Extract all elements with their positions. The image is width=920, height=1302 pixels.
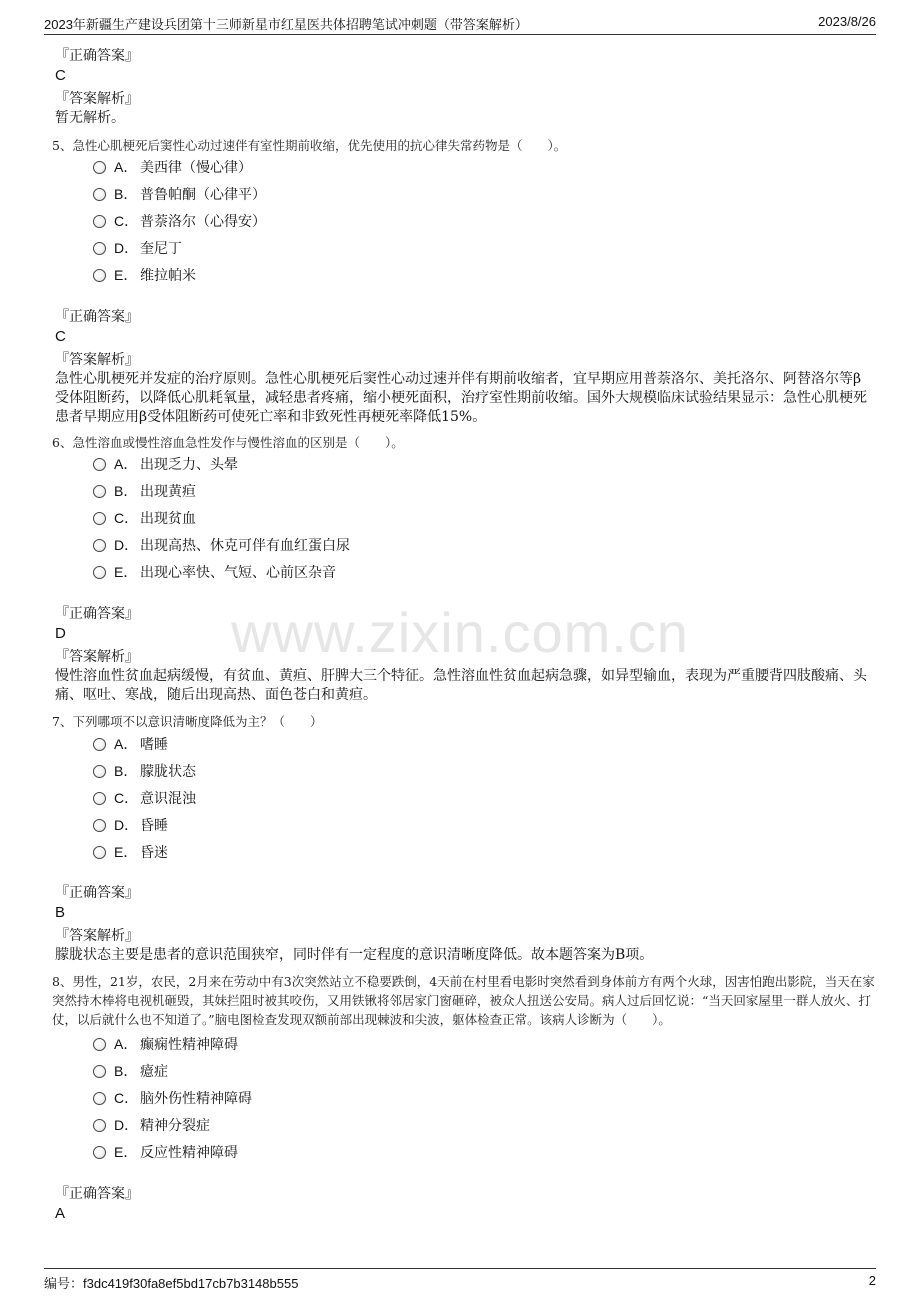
option-a[interactable]: A． 出现乏力、头晕 <box>93 454 238 474</box>
radio-icon[interactable] <box>93 1038 106 1051</box>
option-e[interactable]: E． 出现心率快、气短、心前区杂音 <box>93 562 336 582</box>
analysis-text: 急性心肌梗死并发症的治疗原则。急性心肌梗死后窦性心动过速并伴有期前收缩者，宜早期应用普萘洛尔、美托洛尔、阿替洛尔等β受体阻断药，以降低心肌耗氧量，减轻患者疼痛，缩小梗死面积，治疗室性期前收缩。国外大规模临床试验结果显示：急性心肌梗死患者早期应用β受体阻断药可使死亡率和非致死性再梗死率降低15%。 <box>55 371 867 425</box>
analysis-label: 『答案解析』 <box>55 91 139 107</box>
option-d[interactable]: D． 昏睡 <box>93 815 168 835</box>
correct-answer-label: 『正确答案』 <box>55 1186 139 1202</box>
answer-block-q8 <box>55 1184 875 1224</box>
question-stem: 7、下列哪项不以意识清晰度降低为主？（ ） <box>52 714 323 729</box>
document-title: 2023年新疆生产建设兵团第十三师新星市红星医共体招聘笔试冲刺题（带答案解析） <box>44 17 528 32</box>
radio-icon[interactable] <box>93 566 106 579</box>
option-a[interactable]: A． 癫痫性精神障碍 <box>93 1034 238 1054</box>
question-stem: 6、急性溶血或慢性溶血急性发作与慢性溶血的区别是（ ）。 <box>52 435 404 450</box>
option-c[interactable]: C． 意识混浊 <box>93 788 196 808</box>
radio-icon[interactable] <box>93 161 106 174</box>
analysis-label: 『答案解析』 <box>55 649 139 665</box>
correct-answer-value: C <box>55 67 66 84</box>
option-a[interactable]: A． 嗜睡 <box>93 734 168 754</box>
radio-icon[interactable] <box>93 819 106 832</box>
answer-block-q4 <box>55 46 875 128</box>
question-stem: 5、急性心肌梗死后窦性心动过速伴有室性期前收缩，优先使用的抗心律失常药物是（ ）。 <box>52 138 567 153</box>
radio-icon[interactable] <box>93 539 106 552</box>
document-id: 编号：f3dc419f30fa8ef5bd17cb7b3148b555 <box>44 1276 299 1291</box>
correct-answer-label: 『正确答案』 <box>55 309 139 325</box>
radio-icon[interactable] <box>93 242 106 255</box>
correct-answer-label: 『正确答案』 <box>55 606 139 622</box>
answer-block-q6 <box>55 604 875 705</box>
option-e[interactable]: E． 维拉帕米 <box>93 265 196 285</box>
option-e[interactable]: E． 昏迷 <box>93 842 168 862</box>
answer-block-q5 <box>55 307 875 427</box>
analysis-label: 『答案解析』 <box>55 352 139 368</box>
question-stem: 8、男性，21岁，农民，2月来在劳动中有3次突然站立不稳要跌倒，4天前在村里看电影时突然看到身体前方有两个火球，因害怕跑出影院，当天在家突然持木棒将电视机砸毁，其妹拦阻时被其咬伤，又用铁锹将邻居家门窗砸碎，被众人扭送公安局。病人过后回忆说：“当天回家屋里一群人放火、打仗，以后就什么也不知道了。”脑电图检查发现双额前部出现棘波和尖波，躯体检查正常。该病人诊断为（ ）。 <box>52 974 875 1027</box>
watermark: www.zixin.com.cn <box>231 601 689 664</box>
radio-icon[interactable] <box>93 188 106 201</box>
radio-icon[interactable] <box>93 738 106 751</box>
radio-icon[interactable] <box>93 1146 106 1159</box>
radio-icon[interactable] <box>93 1092 106 1105</box>
option-c[interactable]: C． 脑外伤性精神障碍 <box>93 1088 252 1108</box>
correct-answer-value: D <box>55 625 66 642</box>
answer-block-q7 <box>55 883 875 965</box>
radio-icon[interactable] <box>93 215 106 228</box>
analysis-text: 暂无解析。 <box>55 110 125 126</box>
option-d[interactable]: D． 出现高热、休克可伴有血红蛋白尿 <box>93 535 350 555</box>
radio-icon[interactable] <box>93 792 106 805</box>
radio-icon[interactable] <box>93 846 106 859</box>
radio-icon[interactable] <box>93 765 106 778</box>
analysis-text: 朦胧状态主要是患者的意识范围狭窄，同时伴有一定程度的意识清晰度降低。故本题答案为B项。 <box>55 947 654 963</box>
option-d[interactable]: D． 奎尼丁 <box>93 238 182 258</box>
option-c[interactable]: C． 普萘洛尔（心得安） <box>93 211 266 231</box>
correct-answer-value: B <box>55 904 66 921</box>
option-b[interactable]: B． 出现黄疸 <box>93 481 196 501</box>
analysis-text: 慢性溶血性贫血起病缓慢，有贫血、黄疸、肝脾大三个特征。急性溶血性贫血起病急骤，如异型输血，表现为严重腰背四肢酸痛、头痛、呕吐、寒战，随后出现高热、面色苍白和黄疸。 <box>55 668 867 703</box>
radio-icon[interactable] <box>93 1119 106 1132</box>
correct-answer-label: 『正确答案』 <box>55 48 139 64</box>
option-b[interactable]: B． 普鲁帕酮（心律平） <box>93 184 266 204</box>
page-header <box>44 12 876 35</box>
correct-answer-value: A <box>55 1205 66 1222</box>
analysis-label: 『答案解析』 <box>55 928 139 944</box>
page-footer <box>44 1268 876 1291</box>
option-b[interactable]: B． 癔症 <box>93 1061 168 1081</box>
page-number: 2 <box>868 1273 876 1288</box>
radio-icon[interactable] <box>93 512 106 525</box>
option-c[interactable]: C． 出现贫血 <box>93 508 196 528</box>
radio-icon[interactable] <box>93 485 106 498</box>
radio-icon[interactable] <box>93 1065 106 1078</box>
correct-answer-label: 『正确答案』 <box>55 885 139 901</box>
correct-answer-value: C <box>55 328 66 345</box>
option-e[interactable]: E． 反应性精神障碍 <box>93 1142 238 1162</box>
option-a[interactable]: A． 美西律（慢心律） <box>93 157 252 177</box>
option-b[interactable]: B． 朦胧状态 <box>93 761 196 781</box>
document-date: 2023/8/26 <box>818 14 876 29</box>
radio-icon[interactable] <box>93 458 106 471</box>
radio-icon[interactable] <box>93 269 106 282</box>
option-d[interactable]: D． 精神分裂症 <box>93 1115 210 1135</box>
